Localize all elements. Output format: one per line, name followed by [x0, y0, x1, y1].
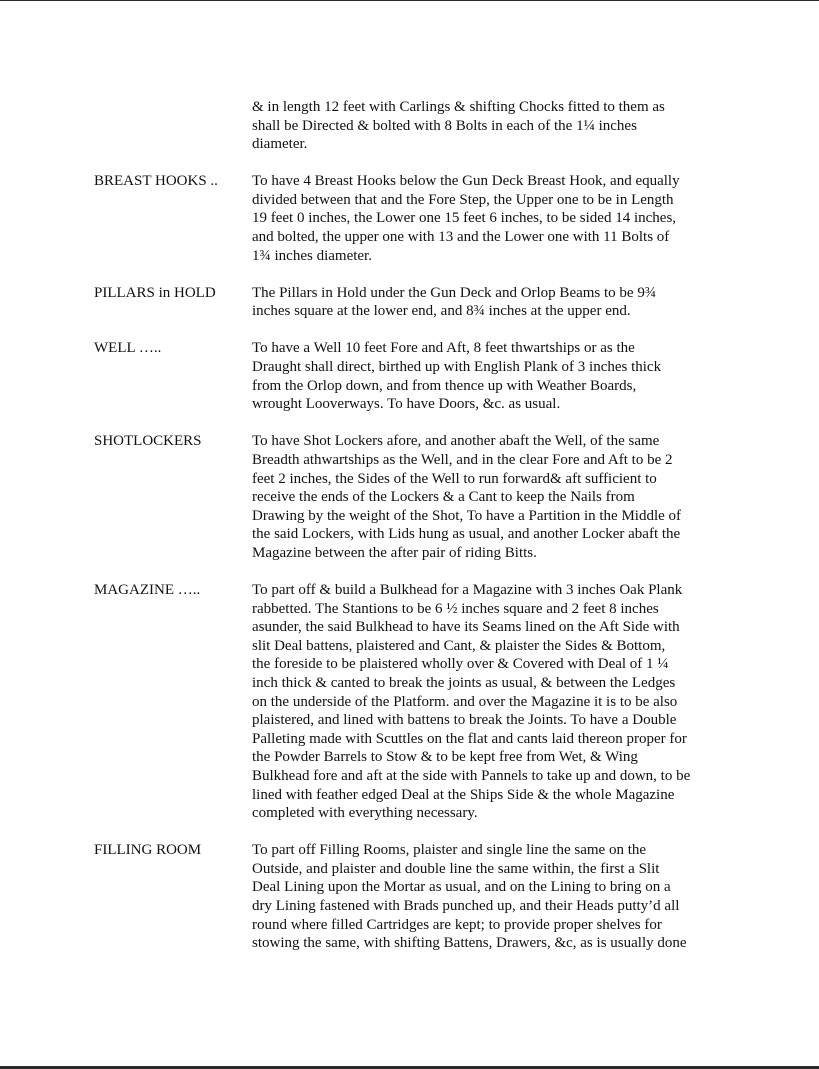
text-line: wrought Looverways. To have Doors, &c. as usual. [252, 396, 561, 413]
text-line: receive the ends of the Lockers & a Cant to keep the Nails from [252, 489, 635, 506]
text-line: shall be Directed & bolted with 8 Bolts in each of the 1¼ inches [252, 117, 637, 134]
text-line: dry Lining fastened with Brads punched up, and their Heads putty’d all [252, 897, 680, 914]
text-line: & in length 12 feet with Carlings & shifting Chocks fitted to them as [252, 99, 665, 115]
text-line: 19 feet 0 inches, the Lower one 15 feet 6 inches, to be sided 14 inches, [252, 210, 677, 227]
top-page-border [0, 0, 819, 1]
entry-body [252, 841, 728, 953]
text-line: plaistered, and lined with battens to break the Joints. To have a Double [252, 712, 677, 729]
entry-body [252, 432, 728, 562]
text-line: rabbetted. The Stantions to be 6 ½ inches square and 2 feet 8 inches [252, 600, 659, 617]
text-line: To part off & build a Bulkhead for a Magazine with 3 inches Oak Plank [252, 581, 683, 598]
entry-label: SHOTLOCKERS [94, 433, 202, 450]
entry-label: BREAST HOOKS .. [94, 173, 218, 190]
entry-label: PILLARS in HOLD [94, 284, 216, 301]
text-line: inch thick & canted to break the joints as usual, & between the Ledges [252, 674, 676, 691]
entry-body [252, 339, 728, 413]
text-line: Deal Lining upon the Mortar as usual, and on the Lining to bring on a [252, 879, 671, 896]
entry-body [252, 98, 728, 154]
text-line: diameter. [252, 136, 308, 153]
text-line: asunder, the said Bulkhead to have its Seams lined on the Aft Side with [252, 619, 680, 636]
entry-shotlockers [94, 432, 734, 562]
text-line: on the underside of the Platform. and over the Magazine it is to be also [252, 693, 678, 710]
text-line: feet 2 inches, the Sides of the Well to run forward& aft sufficient to [252, 470, 657, 487]
text-line: To have 4 Breast Hooks below the Gun Deck Breast Hook, and equally [252, 173, 680, 190]
document-page [94, 98, 734, 971]
text-line: inches square at the lower end, and 8¾ inches at the upper end. [252, 303, 631, 320]
entry-body [252, 172, 728, 265]
entry-body [252, 581, 728, 823]
text-line: and bolted, the upper one with 13 and the Lower one with 11 Bolts of [252, 229, 670, 246]
text-line: stowing the same, with shifting Battens, Drawers, &c, as is usually done [252, 935, 687, 952]
text-line: Palleting made with Scuttles on the flat and cants laid thereon proper for [252, 730, 687, 747]
text-line: Bulkhead fore and aft at the side with Pannels to take up and down, to be [252, 767, 691, 784]
text-line: 1¾ inches diameter. [252, 247, 372, 264]
text-line: lined with feather edged Deal at the Ships Side & the whole Magazine [252, 786, 675, 803]
entry-label: MAGAZINE ….. [94, 581, 201, 598]
text-line: To part off Filling Rooms, plaister and single line the same on the [252, 842, 647, 859]
entry-continuation [94, 98, 734, 154]
entry-filling-room [94, 841, 734, 953]
text-line: completed with everything necessary. [252, 805, 478, 822]
entry-label [94, 98, 252, 154]
entry-body [252, 284, 728, 321]
text-line: from the Orlop down, and from thence up with Weather Boards, [252, 377, 637, 394]
text-line: the foreside to be plaistered wholly over & Covered with Deal of 1 ¼ [252, 656, 669, 673]
text-line: the Powder Barrels to Stow & to be kept free from Wet, & Wing [252, 749, 638, 766]
text-line: To have Shot Lockers afore, and another abaft the Well, of the same [252, 433, 660, 450]
text-line: slit Deal battens, plaistered and Cant, & plaister the Sides & Bottom, [252, 637, 666, 654]
entry-label: FILLING ROOM [94, 842, 202, 859]
entry-well [94, 339, 734, 413]
text-line: Outside, and plaister and double line the same within, the first a Slit [252, 860, 660, 877]
entry-breast-hooks [94, 172, 734, 265]
text-line: Breadth athwartships as the Well, and in the clear Fore and Aft to be 2 [252, 451, 673, 468]
text-line: Drawing by the weight of the Shot, To have a Partition in the Middle of [252, 507, 682, 524]
text-line: Draught shall direct, birthed up with English Plank of 3 inches thick [252, 359, 662, 376]
entry-magazine [94, 581, 734, 823]
text-line: To have a Well 10 feet Fore and Aft, 8 feet thwartships or as the [252, 340, 635, 357]
text-line: round where filled Cartridges are kept; to provide proper shelves for [252, 916, 662, 933]
text-line: Magazine between the after pair of riding Bitts. [252, 544, 537, 561]
text-line: the said Lockers, with Lids hung as usual, and another Locker abaft the [252, 526, 681, 543]
entry-label: WELL ….. [94, 340, 162, 357]
text-line: The Pillars in Hold under the Gun Deck and Orlop Beams to be 9¾ [252, 284, 657, 301]
entry-pillars-in-hold [94, 284, 734, 321]
text-line: divided between that and the Fore Step, the Upper one to be in Length [252, 191, 674, 208]
